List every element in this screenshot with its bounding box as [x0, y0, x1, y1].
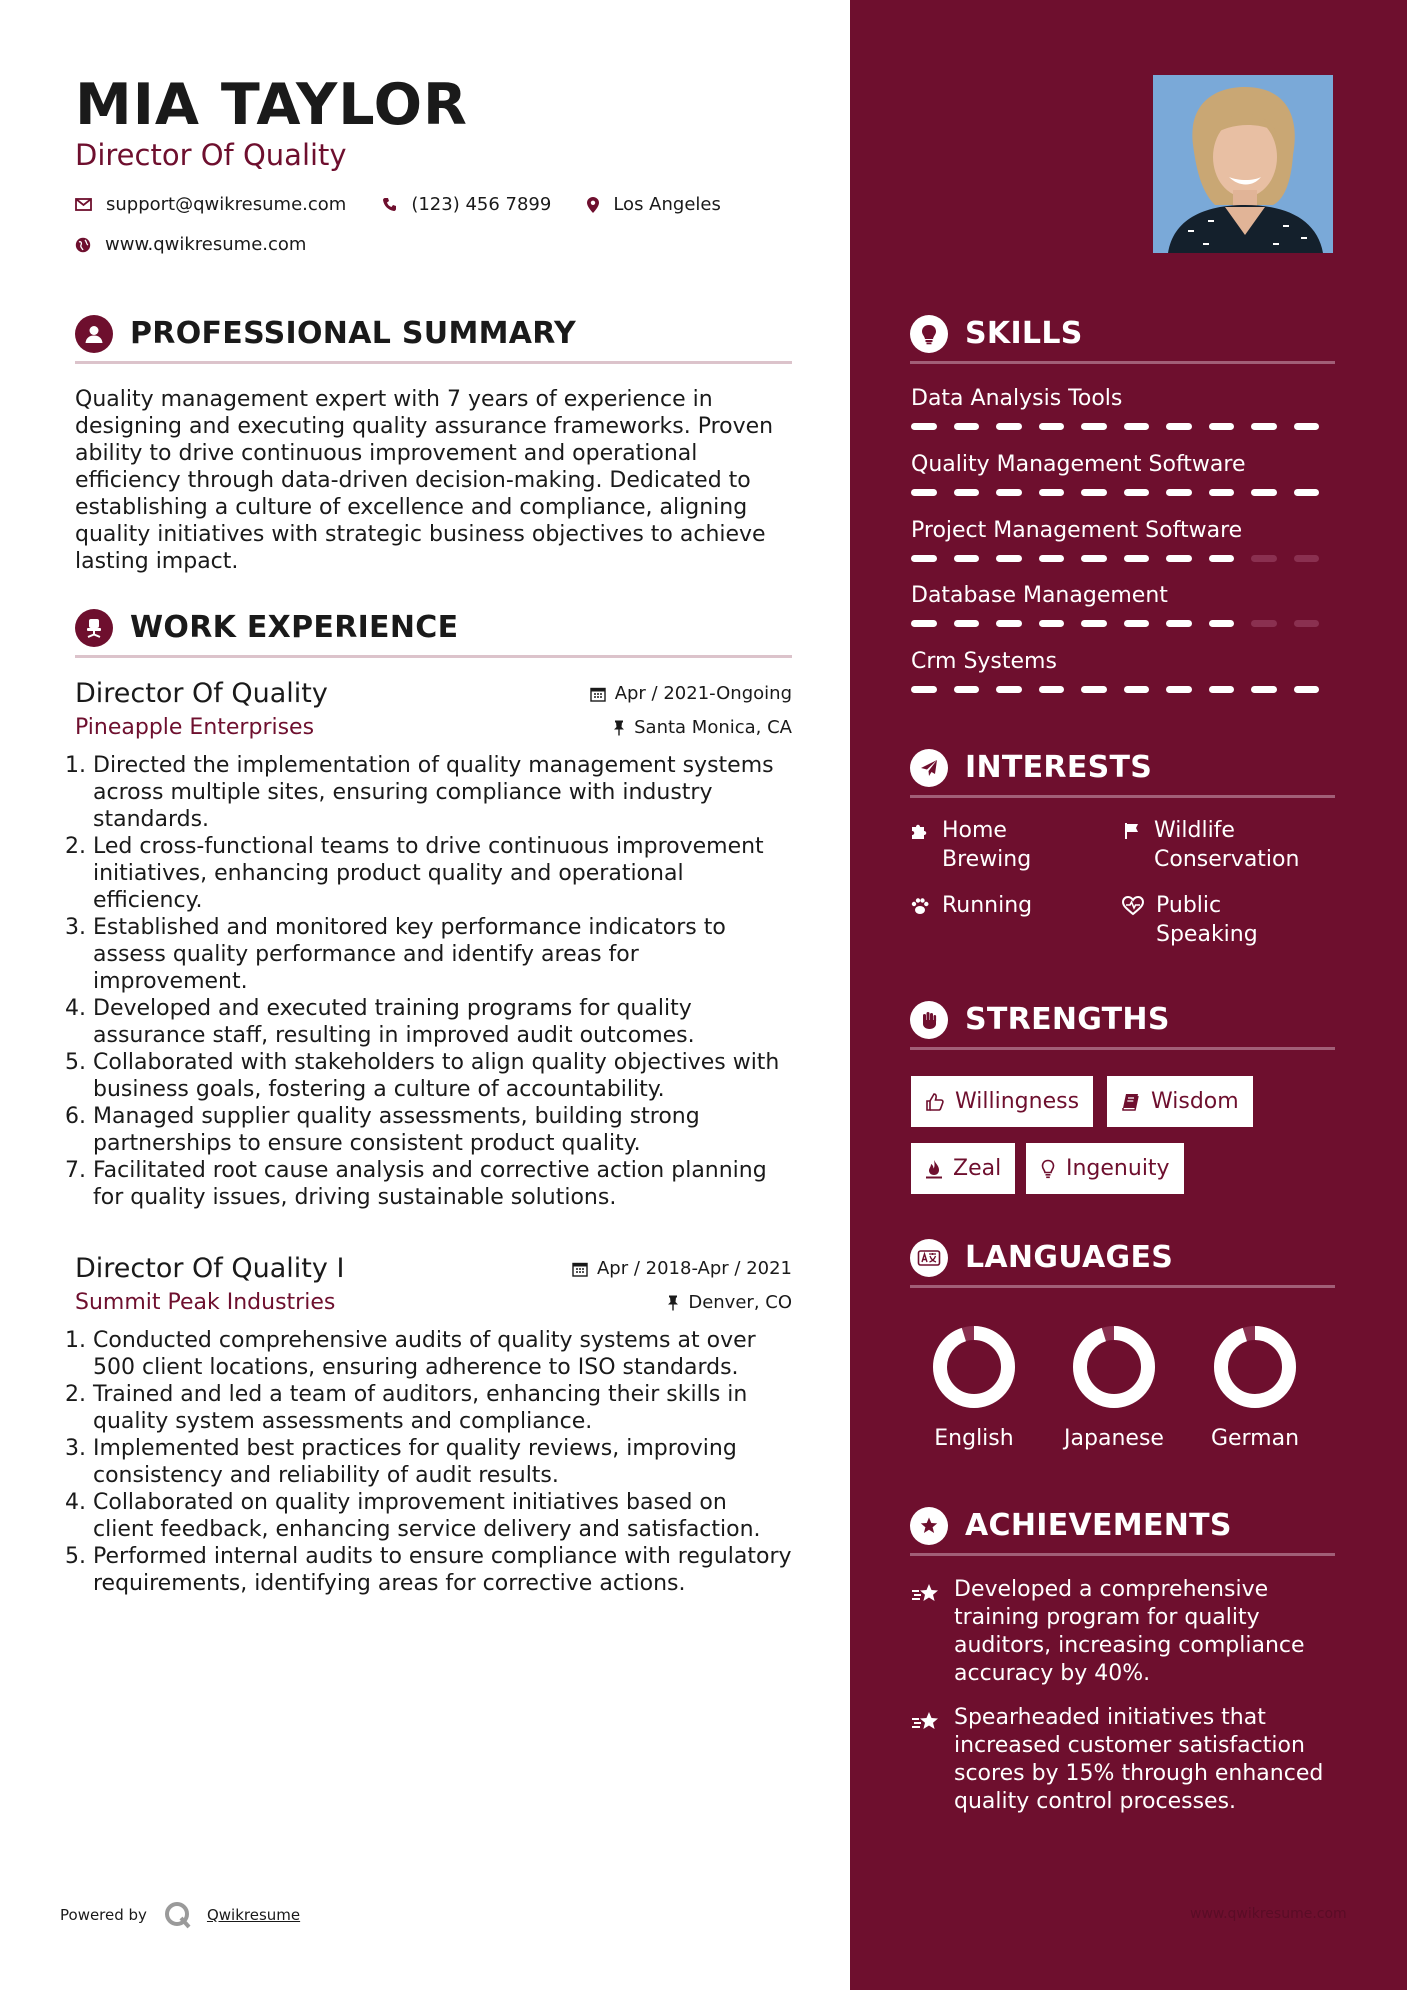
skill-dash-filled: [911, 423, 937, 430]
skill-dash-filled: [1251, 489, 1277, 496]
job-dates: [572, 1258, 792, 1279]
skill-dash-empty: [1251, 620, 1277, 627]
qwikresume-logo-icon: [163, 1900, 193, 1930]
job-bullets: [75, 1327, 792, 1597]
skill-dash-filled: [996, 423, 1022, 430]
skill-dash-filled: [1166, 620, 1192, 627]
skill-dash-filled: [1294, 489, 1320, 496]
job-bullet: 3. Implemented best practices for quality reviews, improving consistency and reliability of audit results.: [93, 1435, 792, 1489]
skill-dash-filled: [1124, 423, 1150, 430]
email-text: support@qwikresume.com: [106, 194, 347, 215]
language-level-ring: [929, 1322, 1019, 1412]
puzzle-icon: [910, 821, 930, 841]
skill-dash-filled: [954, 423, 980, 430]
languages-heading-label: LANGUAGES: [965, 1240, 1174, 1275]
skill-dash-filled: [1251, 423, 1277, 430]
job-dates-text: Apr / 2018-Apr / 2021: [596, 1258, 792, 1279]
skill-name: Data Analysis Tools: [911, 386, 1123, 411]
skill-dash-filled: [1039, 489, 1065, 496]
skill-item: [911, 649, 1336, 693]
interest-item: [910, 816, 1100, 874]
envelope-icon: [75, 198, 92, 211]
contact-location: [587, 194, 721, 215]
skill-dash-filled: [996, 686, 1022, 693]
skill-dash-filled: [1251, 686, 1277, 693]
skill-dash-filled: [1039, 686, 1065, 693]
shooting-star-icon: [910, 1710, 942, 1734]
skill-dash-filled: [1081, 620, 1107, 627]
experience-heading: [75, 606, 792, 658]
job-entry: [75, 678, 792, 1211]
map-pin-icon: [587, 197, 599, 213]
skill-dash-empty: [1294, 555, 1320, 562]
language-ring-fill: [1221, 1333, 1289, 1401]
skill-name: Project Management Software: [911, 518, 1243, 543]
language-name: German: [1210, 1426, 1300, 1451]
skill-item: [911, 452, 1336, 496]
skill-name: Crm Systems: [911, 649, 1057, 674]
phone-icon: [382, 197, 397, 212]
skill-dash-filled: [1294, 686, 1320, 693]
job-bullet: 6. Managed supplier quality assessments, building strong partnerships to ensure consistent product quality.: [93, 1103, 792, 1157]
job-bullet: 2. Trained and led a team of auditors, enhancing their skills in quality system assessments and compliance.: [93, 1381, 792, 1435]
job-title: Director Of Quality: [75, 678, 328, 709]
job-title: Director Of Quality I: [75, 1253, 345, 1284]
skill-dash-filled: [1166, 423, 1192, 430]
skill-level-meter: [911, 555, 1336, 562]
skill-dash-empty: [1294, 620, 1320, 627]
language-name: English: [934, 1426, 1014, 1451]
lightbulb-icon: [910, 315, 948, 353]
phone-text: (123) 456 7899: [411, 194, 552, 215]
summary-heading-label: PROFESSIONAL SUMMARY: [130, 316, 577, 351]
job-bullets: [75, 752, 792, 1211]
thumbs-up-icon: [925, 1092, 945, 1112]
language-ring-fill: [1080, 1333, 1148, 1401]
achievement-item: [910, 1704, 1335, 1816]
skill-dash-filled: [1039, 423, 1065, 430]
skill-dash-filled: [911, 555, 937, 562]
job-company: Summit Peak Industries: [75, 1290, 336, 1315]
skill-dash-filled: [911, 489, 937, 496]
strength-tag: [1026, 1143, 1184, 1194]
skill-dash-filled: [1124, 686, 1150, 693]
language-level-ring: [1069, 1322, 1159, 1412]
achievements-heading-label: ACHIEVEMENTS: [965, 1508, 1232, 1543]
skill-dash-filled: [1081, 686, 1107, 693]
language-item: [1195, 1322, 1315, 1451]
skill-dash-filled: [1209, 423, 1235, 430]
skill-dash-filled: [954, 686, 980, 693]
skill-name: Quality Management Software: [911, 452, 1246, 477]
job-bullet: 7. Facilitated root cause analysis and corrective action planning for quality issues, driving sustainable solutions.: [93, 1157, 792, 1211]
skill-level-meter: [911, 423, 1336, 430]
contact-email[interactable]: [75, 194, 346, 215]
fist-icon: [910, 1001, 948, 1039]
skill-dash-filled: [1294, 423, 1320, 430]
skill-dash-filled: [1209, 620, 1235, 627]
skill-dash-filled: [1166, 555, 1192, 562]
skill-dash-filled: [1039, 555, 1065, 562]
job-dates: [590, 683, 792, 704]
skill-dash-filled: [1209, 686, 1235, 693]
job-bullet: 2. Led cross-functional teams to drive continuous improvement initiatives, enhancing product quality and operational efficiency.: [93, 833, 792, 914]
website-text: www.qwikresume.com: [105, 234, 307, 255]
skill-dash-filled: [996, 620, 1022, 627]
strength-label: Zeal: [953, 1156, 1002, 1181]
globe-icon: [75, 237, 91, 253]
candidate-name: MIA TAYLOR: [75, 72, 468, 138]
contact-website[interactable]: [75, 234, 306, 255]
strength-label: Wisdom: [1151, 1089, 1239, 1114]
skill-dash-filled: [996, 555, 1022, 562]
office-chair-icon: [75, 609, 113, 647]
skill-dash-filled: [911, 620, 937, 627]
summary-heading: [75, 312, 792, 364]
powered-by-text: Powered by: [60, 1906, 147, 1924]
interest-item: [910, 891, 1100, 920]
user-icon: [75, 315, 113, 353]
skill-dash-filled: [996, 489, 1022, 496]
skill-dash-filled: [1081, 489, 1107, 496]
lightbulb-outline-icon: [1040, 1159, 1056, 1179]
paper-plane-icon: [910, 749, 948, 787]
interest-item: [1122, 816, 1322, 874]
achievement-text: Spearheaded initiatives that increased customer satisfaction scores by 15% through enhanced quality control processes.: [954, 1705, 1324, 1814]
strength-tag: [911, 1143, 1015, 1194]
skill-dash-filled: [1166, 686, 1192, 693]
language-ring-fill: [940, 1333, 1008, 1401]
skill-item: [911, 583, 1336, 627]
pushpin-icon: [667, 1295, 679, 1311]
job-bullet: 1. Conducted comprehensive audits of quality systems at over 500 client locations, ensuring adherence to ISO standards.: [93, 1327, 792, 1381]
skill-level-meter: [911, 620, 1336, 627]
job-bullet: 5. Performed internal audits to ensure compliance with regulatory requirements, identifying areas for corrective actions.: [93, 1543, 792, 1597]
achievements-heading: [910, 1504, 1335, 1556]
job-bullet: 1. Directed the implementation of quality management systems across multiple sites, ensuring compliance with industry standards.: [93, 752, 792, 833]
skill-dash-filled: [1209, 555, 1235, 562]
powered-by-footer: [60, 1900, 300, 1930]
strength-label: Ingenuity: [1066, 1156, 1170, 1181]
skill-dash-filled: [1166, 489, 1192, 496]
heartbeat-icon: [1122, 896, 1144, 916]
strengths-heading-label: STRENGTHS: [965, 1002, 1170, 1037]
job-entry: [75, 1253, 792, 1597]
candidate-title: Director Of Quality: [75, 138, 347, 172]
flame-icon: [925, 1159, 943, 1179]
skill-dash-filled: [1124, 489, 1150, 496]
book-icon: [1121, 1092, 1141, 1112]
skill-item: [911, 386, 1336, 430]
skills-heading-label: SKILLS: [965, 316, 1083, 351]
job-bullet: 5. Collaborated with stakeholders to align quality objectives with business goals, fostering a culture of accountability.: [93, 1049, 792, 1103]
interest-label: Home Brewing: [942, 818, 1032, 872]
skill-dash-filled: [954, 489, 980, 496]
skill-level-meter: [911, 489, 1336, 496]
strength-tag: [911, 1076, 1093, 1127]
strength-label: Willingness: [955, 1089, 1080, 1114]
right-column: [850, 0, 1407, 1990]
skill-dash-filled: [1039, 620, 1065, 627]
languages-heading: [910, 1236, 1335, 1288]
interest-label: Running: [942, 893, 1033, 918]
job-bullet: 3. Established and monitored key performance indicators to assess quality performance and identify areas for improvement.: [93, 914, 792, 995]
flag-icon: [1122, 821, 1142, 841]
star-badge-icon: [910, 1507, 948, 1545]
pushpin-icon: [613, 720, 625, 736]
qwikresume-link[interactable]: Qwikresume: [206, 1906, 301, 1924]
watermark-text: www.qwikresume.com: [1190, 1906, 1347, 1922]
interest-label: Wildlife Conservation: [1154, 818, 1300, 872]
strengths-heading: [910, 998, 1335, 1050]
job-location-text: Denver, CO: [688, 1292, 792, 1313]
skill-dash-filled: [911, 686, 937, 693]
skills-heading: [910, 312, 1335, 364]
skill-dash-filled: [1124, 620, 1150, 627]
profile-photo: [1153, 75, 1333, 253]
skill-dash-filled: [1209, 489, 1235, 496]
contact-row: [75, 194, 757, 215]
job-bullet: 4. Collaborated on quality improvement initiatives based on client feedback, enhancing service delivery and satisfaction.: [93, 1489, 792, 1543]
skill-dash-empty: [1251, 555, 1277, 562]
skill-name: Database Management: [911, 583, 1168, 608]
skill-level-meter: [911, 686, 1336, 693]
skill-dash-filled: [1081, 555, 1107, 562]
skill-dash-filled: [954, 620, 980, 627]
job-location: [613, 717, 792, 738]
location-text: Los Angeles: [613, 194, 721, 215]
experience-heading-label: WORK EXPERIENCE: [130, 610, 459, 645]
strength-tag: [1107, 1076, 1253, 1127]
interest-label: Public Speaking: [1156, 893, 1258, 947]
skill-dash-filled: [1124, 555, 1150, 562]
skill-item: [911, 518, 1336, 562]
job-location-text: Santa Monica, CA: [634, 717, 792, 738]
job-location: [667, 1292, 792, 1313]
calendar-icon: [590, 686, 606, 702]
achievement-text: Developed a comprehensive training program for quality auditors, increasing compliance accuracy by 40%.: [954, 1577, 1305, 1686]
interests-heading: [910, 746, 1335, 798]
achievement-item: [910, 1576, 1335, 1688]
calendar-icon: [572, 1261, 588, 1277]
job-dates-text: Apr / 2021-Ongoing: [614, 683, 792, 704]
language-level-ring: [1210, 1322, 1300, 1412]
language-name: Japanese: [1064, 1426, 1164, 1451]
interest-item: [1122, 891, 1322, 949]
interests-heading-label: INTERESTS: [965, 750, 1153, 785]
shooting-star-icon: [910, 1582, 942, 1606]
skill-dash-filled: [954, 555, 980, 562]
paw-icon: [910, 896, 930, 916]
job-bullet: 4. Developed and executed training programs for quality assurance staff, resulting in improved audit outcomes.: [93, 995, 792, 1049]
translate-icon: [910, 1239, 948, 1277]
language-item: [914, 1322, 1034, 1451]
job-company: Pineapple Enterprises: [75, 715, 315, 740]
website-row: [75, 234, 342, 255]
contact-phone[interactable]: [382, 194, 551, 215]
summary-text: Quality management expert with 7 years of experience in designing and executing quality assurance frameworks. Proven ability to drive continuous improvement and operational efficiency through data-driven decision-making. Dedicated to establishing a culture of excellence and compliance, aligning quality initiatives with strategic business objectives to achieve lasting impact.: [75, 387, 774, 574]
language-item: [1054, 1322, 1174, 1451]
skill-dash-filled: [1081, 423, 1107, 430]
